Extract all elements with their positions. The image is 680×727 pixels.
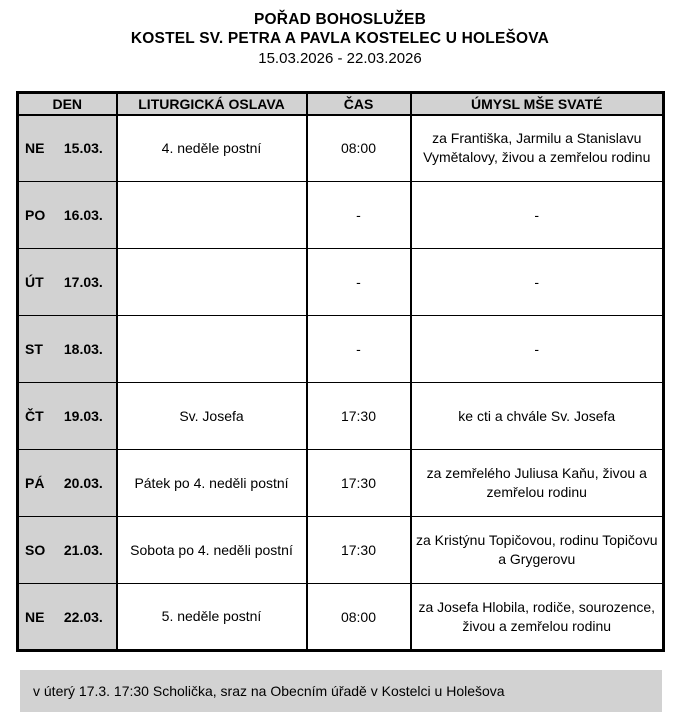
day-date: 22.03. xyxy=(63,608,103,625)
date-range: 15.03.2026 - 22.03.2026 xyxy=(258,50,422,67)
intention-cell: za Františka, Jarmilu a Stanislavu Vymětalovy, živou a zemřelou rodinu xyxy=(411,115,664,182)
announcement-text: v úterý 17.3. 17:30 Scholička, sraz na Obecním úřadě v Kostelci u Holešova xyxy=(33,683,505,699)
intention-cell: za Josefa Hlobila, rodiče, sourozence, živou a zemřelou rodinu xyxy=(411,584,664,651)
day-abbr: NE xyxy=(25,608,45,625)
church-name: KOSTEL SV. PETRA A PAVLA KOSTELEC U HOLEŠOVA xyxy=(130,30,550,47)
day-abbr: ČT xyxy=(25,408,44,424)
header-intention: ÚMYSL MŠE SVATÉ xyxy=(411,93,664,115)
mass-schedule-table xyxy=(16,91,665,652)
day-abbr: SO xyxy=(25,542,46,558)
day-cell xyxy=(18,249,117,316)
day-cell xyxy=(18,517,117,584)
time-cell: 17:30 xyxy=(307,517,411,584)
celebration-cell: Sv. Josefa xyxy=(117,383,307,450)
intention-cell: ke cti a chvále Sv. Josefa xyxy=(411,383,664,450)
header-celebration: LITURGICKÁ OSLAVA xyxy=(117,93,307,115)
day-date: 19.03. xyxy=(63,408,103,424)
time-cell: 17:30 xyxy=(307,450,411,517)
time-cell: 17:30 xyxy=(307,383,411,450)
intention-cell: za zemřelého Juliusa Kaňu, živou a zemřelou rodinu xyxy=(411,450,664,517)
day-date: 20.03. xyxy=(63,475,103,491)
day-cell xyxy=(18,182,117,249)
document-title: POŘAD BOHOSLUŽEB xyxy=(254,11,426,28)
day-date: 15.03. xyxy=(63,140,103,157)
intention-cell: - xyxy=(411,182,664,249)
day-abbr: NE xyxy=(25,140,45,157)
day-cell xyxy=(18,115,117,182)
header-row xyxy=(18,93,664,115)
schedule-body xyxy=(18,115,664,651)
day-cell xyxy=(18,316,117,383)
day-abbr: PO xyxy=(25,207,46,223)
time-cell: - xyxy=(307,249,411,316)
table-header xyxy=(18,93,664,115)
celebration-cell xyxy=(117,316,307,383)
time-cell: - xyxy=(307,316,411,383)
day-abbr: ÚT xyxy=(25,274,44,290)
table-row xyxy=(18,450,664,517)
day-abbr: ST xyxy=(25,341,43,357)
table-row xyxy=(18,115,664,182)
time-cell: - xyxy=(307,182,411,249)
intention-cell: - xyxy=(411,316,664,383)
day-date: 16.03. xyxy=(63,207,103,223)
celebration-cell: 5. neděle postní xyxy=(117,584,307,651)
intention-cell: za Kristýnu Topičovou, rodinu Topičovu a Grygerovu xyxy=(411,517,664,584)
day-cell xyxy=(18,584,117,651)
intention-cell: - xyxy=(411,249,664,316)
celebration-cell xyxy=(117,182,307,249)
table-row xyxy=(18,182,664,249)
table-row xyxy=(18,316,664,383)
celebration-cell: Pátek po 4. neděli postní xyxy=(117,450,307,517)
time-cell: 08:00 xyxy=(307,584,411,651)
day-abbr: PÁ xyxy=(25,475,45,491)
day-date: 17.03. xyxy=(63,274,103,290)
table-row xyxy=(18,517,664,584)
day-date: 18.03. xyxy=(63,341,103,357)
celebration-cell: Sobota po 4. neděli postní xyxy=(117,517,307,584)
announcement-bar xyxy=(20,670,662,712)
table-row xyxy=(18,383,664,450)
title-block xyxy=(0,10,680,68)
time-cell: 08:00 xyxy=(307,115,411,182)
celebration-cell: 4. neděle postní xyxy=(117,115,307,182)
table-row xyxy=(18,584,664,651)
header-time: ČAS xyxy=(307,93,411,115)
day-date: 21.03. xyxy=(63,542,103,558)
day-cell xyxy=(18,450,117,517)
day-cell xyxy=(18,383,117,450)
header-day: DEN xyxy=(18,93,117,115)
table-row xyxy=(18,249,664,316)
celebration-cell xyxy=(117,249,307,316)
